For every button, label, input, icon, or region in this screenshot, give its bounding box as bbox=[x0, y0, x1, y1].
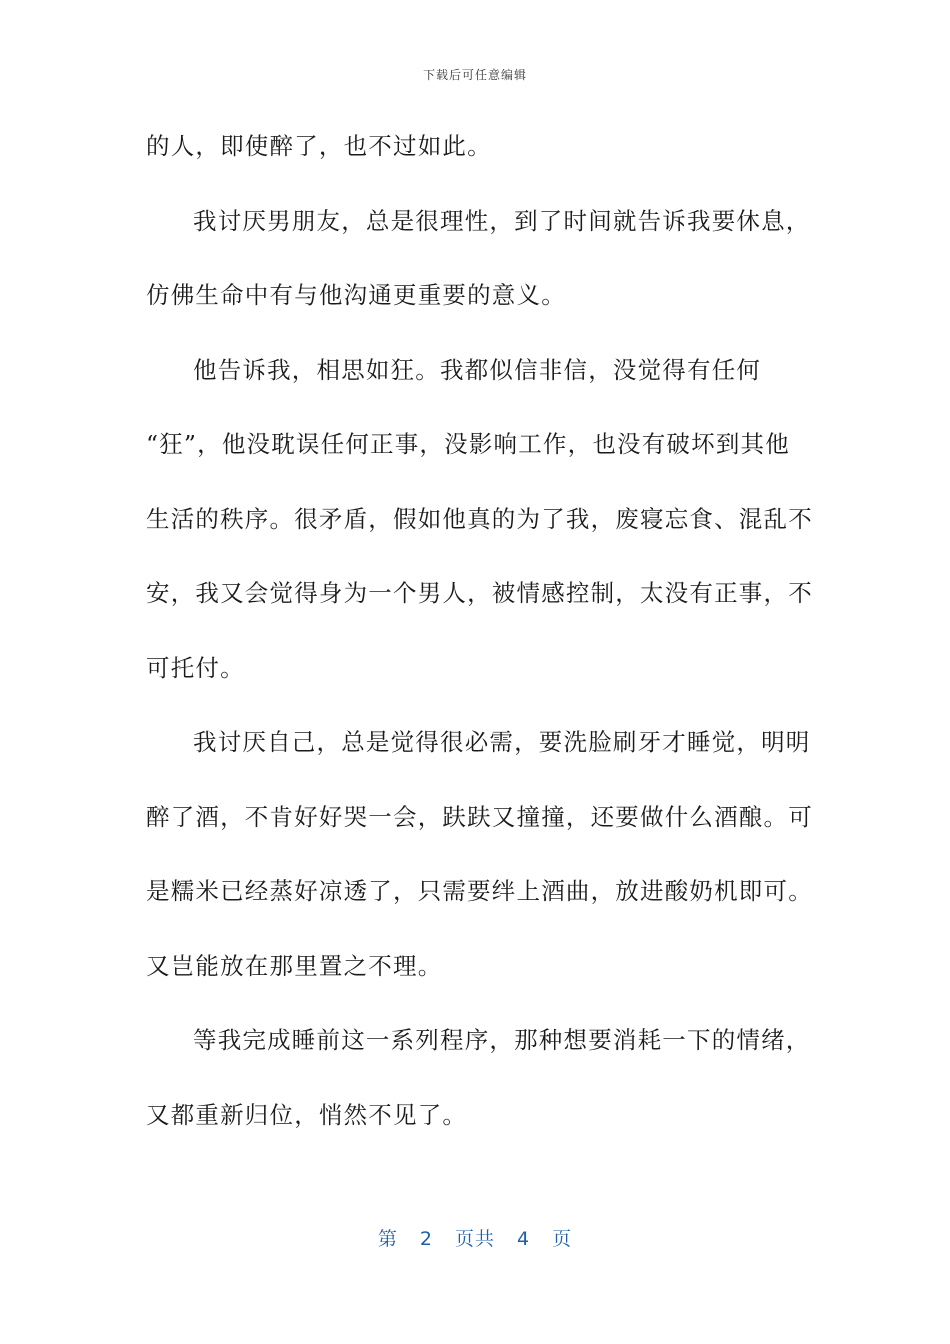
text-line: 又都重新归位，悄然不见了。 bbox=[146, 1100, 468, 1129]
footer-prefix: 第 bbox=[377, 1228, 398, 1250]
text-line: 醉了酒，不肯好好哭一会，趺趺又撞撞，还要做什么酒酿。可 bbox=[146, 802, 813, 831]
text-line: 可托付。 bbox=[146, 653, 245, 682]
text-line: 生活的秩序。很矛盾，假如他真的为了我，废寝忘食、混乱不 bbox=[146, 504, 813, 533]
footer-page-number: 2 bbox=[419, 1228, 433, 1250]
text-line: 他告诉我，相思如狂。我都似信非信，没觉得有任何 bbox=[193, 355, 762, 384]
footer-total-pages: 4 bbox=[517, 1228, 531, 1250]
text-line: 我讨厌自己，总是觉得很必需，要洗脸刷牙才睡觉，明明 bbox=[193, 728, 811, 756]
text-line: 等我完成睡前这一系列程序，那种想要消耗一下的情绪， bbox=[193, 1026, 811, 1054]
text-line: 仿佛生命中有与他沟通更重要的意义。 bbox=[146, 281, 566, 309]
text-line: “狂”，他没耽误任何正事，没影响工作，也没有破坏到其他 bbox=[146, 430, 790, 458]
text-line: 安，我又会觉得身为一个男人，被情感控制，太没有正事，不 bbox=[146, 579, 813, 607]
document-body bbox=[146, 122, 813, 1165]
page-footer bbox=[0, 1224, 950, 1251]
footer-middle: 页共 bbox=[454, 1228, 495, 1250]
text-line: 我讨厌男朋友，总是很理性，到了时间就告诉我要休息， bbox=[193, 206, 811, 235]
page-header: 下载后可任意编辑 bbox=[422, 68, 527, 82]
text-line: 又岂能放在那里置之不理。 bbox=[146, 951, 443, 980]
text-line: 是糯米已经蒸好凉透了，只需要绊上酒曲，放进酸奶机即可。 bbox=[146, 877, 813, 905]
footer-suffix: 页 bbox=[552, 1228, 573, 1250]
text-line: 的人，即使醉了，也不过如此。 bbox=[146, 132, 492, 160]
